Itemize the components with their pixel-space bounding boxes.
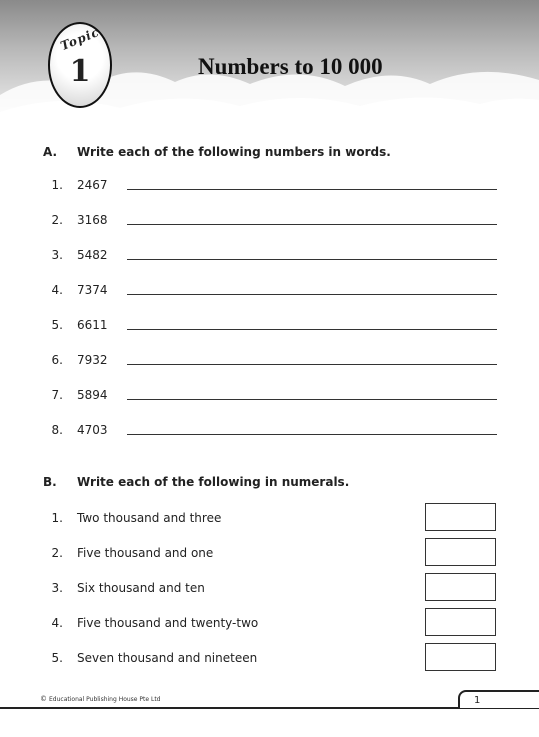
copyright-icon: ©	[40, 695, 47, 703]
item-number: 2.	[51, 213, 63, 227]
item-number: 8.	[51, 423, 63, 437]
item-value: 3168	[77, 213, 108, 227]
section-b-instruction: Write each of the following in numerals.	[77, 475, 350, 489]
item-value: 5482	[77, 248, 108, 262]
answer-line[interactable]	[127, 399, 497, 400]
answer-box[interactable]	[425, 608, 496, 636]
item-words: Seven thousand and nineteen	[77, 651, 258, 665]
section-a-instruction: Write each of the following numbers in words.	[77, 145, 391, 159]
page-title: Numbers to 10 000	[198, 54, 383, 79]
page-number: 1	[474, 695, 481, 706]
answer-box[interactable]	[425, 573, 496, 601]
copyright-notice	[40, 695, 160, 703]
item-number: 4.	[51, 616, 63, 630]
item-number: 3.	[51, 248, 63, 262]
answer-box[interactable]	[425, 538, 496, 566]
header-banner	[0, 0, 539, 140]
item-words: Six thousand and ten	[77, 581, 205, 595]
answer-line[interactable]	[127, 364, 497, 365]
item-value: 4703	[77, 423, 108, 437]
item-number: 5.	[51, 651, 63, 665]
item-value: 7932	[77, 353, 108, 367]
answer-line[interactable]	[127, 329, 497, 330]
item-value: 7374	[77, 283, 108, 297]
copyright-text: Educational Publishing House Pte Ltd	[49, 696, 161, 703]
topic-badge-number: 1	[69, 54, 91, 89]
item-number: 1.	[51, 511, 63, 525]
item-number: 2.	[51, 546, 63, 560]
item-words: Five thousand and twenty-two	[77, 616, 259, 630]
item-value: 2467	[77, 178, 108, 192]
item-words: Two thousand and three	[77, 511, 222, 525]
topic-badge	[48, 22, 112, 108]
item-number: 5.	[51, 318, 63, 332]
answer-line[interactable]	[127, 224, 497, 225]
answer-line[interactable]	[127, 189, 497, 190]
answer-box[interactable]	[425, 643, 496, 671]
item-number: 6.	[51, 353, 63, 367]
footer-page-tab	[458, 690, 539, 708]
answer-line[interactable]	[127, 259, 497, 260]
item-number: 1.	[51, 178, 63, 192]
item-number: 3.	[51, 581, 63, 595]
section-a-letter: A.	[43, 145, 58, 159]
item-number: 7.	[51, 388, 63, 402]
topic-badge-word: Topic	[58, 24, 102, 54]
answer-line[interactable]	[127, 294, 497, 295]
answer-line[interactable]	[127, 434, 497, 435]
item-value: 5894	[77, 388, 108, 402]
section-b-letter: B.	[43, 475, 57, 489]
item-number: 4.	[51, 283, 63, 297]
answer-box[interactable]	[425, 503, 496, 531]
item-words: Five thousand and one	[77, 546, 214, 560]
item-value: 6611	[77, 318, 108, 332]
